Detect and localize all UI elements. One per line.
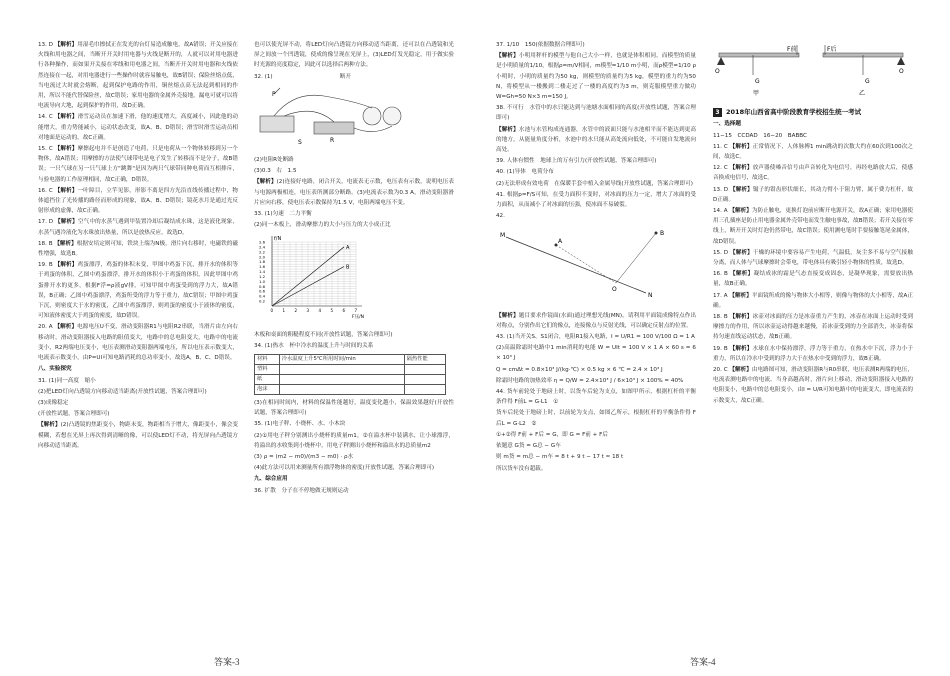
answer-paragraph: (开放性试题，答案合理即可): [38, 411, 110, 418]
section-heading: 一、选择题: [713, 121, 741, 128]
lever-label-o2: O: [899, 68, 904, 75]
x-tick-label: 6: [342, 308, 346, 314]
answer-paragraph: (2)把LED灯向凸透镜方向移动适当距离(开放性试题，答案合理即可): [38, 388, 207, 395]
mirror-label-o: O: [612, 286, 617, 294]
answer-paragraph: (4)此方法可以用来测量所有漂浮物体的密度(开放性试题，答案合理即可): [254, 465, 435, 472]
answer-paragraph: 【解析】(2)凸透镜的焦距变小，物距未变，物距相当于增大，像距变小，像会变模糊，若想在光屏上再次得到清晰的像，可以使LED灯不动，将光屏向凸透镜方向移动适当距离。: [38, 422, 238, 449]
mirror-label-a: A: [558, 238, 563, 246]
analysis-tag: 【解析】: [729, 314, 753, 321]
left-column: [38, 40, 238, 640]
analysis-tag: 【解析】: [729, 271, 754, 278]
lever-caption-front: 甲: [753, 90, 760, 97]
page-number-left: 答案-3: [214, 657, 240, 667]
section-heading: 八、实验探究: [38, 366, 72, 373]
answer-paragraph: 木板和桌面的粗糙程度不同(开放性试题，答案合理即可): [254, 331, 393, 338]
answer-paragraph: (3) ρ = (m2 − m0)/(m3 − m0) · ρ水: [254, 454, 354, 461]
table-row: [255, 365, 446, 375]
circuit-label-p: P: [272, 90, 276, 98]
x-tick-label: 4: [318, 308, 322, 314]
y-tick-label: 0.8: [259, 284, 266, 290]
analysis-tag: 【解析】: [729, 165, 753, 172]
analysis-tag: 【解析】: [729, 292, 752, 299]
circuit-label-s: S: [298, 138, 302, 146]
series-label: B: [346, 265, 350, 272]
answer-paragraph: 42.: [496, 213, 505, 220]
answer-paragraph: 43. (1)当开关S、S1闭合，电阻R1接入电路，I = U/R1 = 100 V/100 Ω = 1 A: [496, 334, 695, 341]
exam-section-header: [713, 107, 913, 117]
mirror-figure: [496, 225, 686, 303]
table-header: 冷水温度上升5℃所用时间/min: [279, 355, 404, 365]
table-cell: [404, 385, 445, 395]
table-cell: [404, 375, 445, 385]
y-tick-label: 2.0: [259, 254, 266, 260]
analysis-tag: 【解析】: [729, 143, 753, 150]
answer-paragraph: (2)高温除霜时电路中1 min消耗的电能 W = UIt = 100 V × 1 A × 60 s = 6 × 10³ J: [496, 345, 696, 362]
answer-paragraph: (2)电阻R处断路: [254, 157, 294, 164]
answer-paragraph: 14. C 【解析】滑雪运动员在加速下滑，他的速度增大，高度减小，因此他的动能增大，重力势能减小，运动状态改变，故A、B、D错误；滑雪时滑雪运动员相对地面是运动的，故C正确。: [38, 114, 238, 141]
answer-paragraph: 则 m货 = m总 − m车 = 8 t + 9 t − 17 t ≈ 18 t: [496, 454, 624, 461]
analysis-tag: 【解析】: [729, 367, 752, 374]
analysis-tag: 【解析】: [496, 312, 519, 319]
answer-paragraph: 14. A 【解析】为防止触电，更换灯泡前应断开电源开关，故A正确；家用电器使用三孔插座是防止用电器金属外壳带电而发生触电事故，故B错误；若开关接在零线上，断开开关时灯泡仍然带电，故C错误；使用测电笔时手要接触笔尾金属体，故D错误。: [713, 208, 913, 245]
answer-paragraph: 【解析】题目要求作镜面(水面)通过理想光线(MN)，请利用平面镜成像特点作出对称点，分别作出它们的像点，连接像点与反射光线，可以确定反射点的位置。: [496, 312, 696, 329]
analysis-tag: 【解析】: [496, 53, 519, 60]
graph-xlabel: F压/N: [352, 315, 364, 321]
x-tick-label: 0: [270, 308, 274, 314]
table-header: 隔热性能: [404, 355, 445, 365]
answer-paragraph: 31. (1)同一高度 缩小: [38, 377, 96, 384]
answer-paragraph: 33. (1)匀速 二力平衡: [254, 211, 312, 218]
answer-paragraph: 16. B 【解析】凝结成冰的霜是气态直接变成固态，是凝华现象，需要放出热量，故B正确。: [713, 271, 913, 288]
lever-caption-back: 乙: [859, 90, 866, 97]
answer-paragraph: 18. B 【解析】冰壶对冰面的压力是冰壶重力产生的，冰壶在冰面上运动时受到摩擦力的作用，所以冰壶运动得越来越慢，若冰壶受到的力全部消失，冰壶将保持匀速直线运动状态，故B正确。: [713, 314, 913, 341]
answer-paragraph: 44. 货车前轮处于地磅上时，以货车后轮为支点，如图甲所示，根据杠杆的平衡条件得 F前L = G·L1 ①: [496, 389, 696, 406]
answer-paragraph: 13. D 【解析】镊子的钳齿形状细长，其动力臂小于阻力臂，属于费力杠杆，故D正确。: [713, 186, 913, 203]
right-column: [254, 40, 454, 640]
answer-paragraph: 13. D 【解析】用湿毛巾擦拭正在发光的台灯易造成触电，故A错误；开关应接在火线和用电器之间，当断开开关时用电器与火线是断开的，人就可以对用电器进行各种操作，而如果开关接在零线和用电器之间，当断开开关时用电器和火线依然连接在一起，对用电器进行一些操作时就容易触电，故B错误；保险丝熔点低，当电流过大时就会熔断，起到保护电路的作用，铜丝熔点高无法起到相同的作用，所以不能代替保险丝，故C错误；家用电器的金属外壳接地，漏电可就可以将电流导向大地，起到保护的作用，故D正确。: [38, 42, 238, 110]
analysis-tag: 【解析】: [54, 187, 78, 194]
analysis-tag: 【解析】: [54, 114, 78, 121]
answer-paragraph: 35. (1)电子秤、小烧杯、水、小木块: [254, 421, 346, 428]
answer-paragraph: 17. A 【解析】平面镜所成的像与物体大小相等，则像与物体的大小相等，故A正确。: [713, 292, 913, 309]
lever-label-g: G: [755, 78, 760, 85]
answer-paragraph: 17. D 【解析】空气中的水蒸气遇到甲装置冷却后凝结成水珠，这是液化现象，水蒸气遇冷液化为水珠放出热量，所以是放热反应，故选D。: [38, 219, 238, 236]
lever-label-o: O: [715, 68, 720, 75]
answer-paragraph: 【解析】水池与水管构成连通器，水管中的液面只能与水池相平而不能达到更高的地方，从能量角度分析，水池中的水只能从高处流向低处，不可能自发地流向高处。: [496, 126, 696, 154]
table-cell: [279, 375, 404, 385]
analysis-tag: 【解析】: [54, 240, 77, 247]
analysis-tag: 【解析】: [496, 126, 519, 133]
table-header: 材料: [255, 355, 280, 365]
mirror-label-b: B: [660, 230, 665, 238]
analysis-tag: 【解析】: [729, 208, 752, 215]
mirror-label-n: N: [648, 292, 653, 300]
exam-section-title: 2018年山西省高中阶段教育学校招生统一考试: [726, 108, 862, 117]
circuit-label-r: R: [330, 136, 335, 144]
answer-paragraph: 11−15 CCDAD 16−20 BABBC: [713, 132, 807, 139]
answer-paragraph: 36. 扩散 分子在不停地做无规则运动: [254, 487, 349, 494]
answer-paragraph: ①+②得 F前 + F后 = G，即 G = F前 + F后: [496, 431, 608, 438]
circuit-figure: [254, 86, 404, 148]
answer-paragraph: 所以货车没有超载。: [496, 465, 547, 472]
answer-paragraph: 41. 根据p=F/S可知，在受力面积不变时，对冰面的压力一定，增大了冰面的受力面积，从而减小了对冰面的压强，使冰面不易破裂。: [496, 191, 696, 209]
friction-graph: [254, 234, 374, 322]
y-tick-label: 1.4: [259, 269, 266, 275]
lever-label-back: F后: [827, 46, 837, 53]
answer-paragraph: 20. A 【解析】电源电压U不变，滑动变阻器R1与电阻R2串联，当滑片由左向右移动时，滑动变阻器接入电路的阻值变大，电路中的总电阻变大，电路中的电流变小，R2两端电压变小，电压表测滑动变阻器两端电压，所以电压表示数变大，电流表示数变小，由P=UI可知电路消耗的总功率变小，故选A，B、C、D错误。: [38, 324, 238, 362]
table-row: [255, 385, 446, 395]
answer-paragraph: 【解析】小明用秤杆的模型与他自己大小一样，也就是体积相同，而模型的质量是小明质量的1/10，根据ρ=m/V相同，m模型=1/10 m小明，而ρ模型=1/10 ρ小明时，小明的质量约为50 kg，则模型的质量约为5 kg，模型的重力约为50 N，将模型从一楼搬到二楼走过了一楼的高度约为3 m，则克服模型重力做功W=Gh=50 N×3 m=150 J。: [496, 53, 696, 101]
answer-paragraph: 40. (1)导体 电荷分布: [496, 169, 554, 176]
y-tick-label: 2.2: [259, 249, 266, 255]
series-label: A: [346, 245, 350, 252]
table-cell: [279, 385, 404, 395]
y-tick-label: 1.2: [259, 274, 266, 280]
answer-paragraph: 15. C 【解析】摩擦起电并不是创造了电荷，只是电荷从一个物体转移到另一个物体，故A错误；用摩擦的方法使气球带电是电子发生了转移而不是分子，故B错误；一只气球在另一只气球上方"跳舞"是因为两只气球带同种电荷而互相排斥，与验电器的工作原理相同，故C正确，D错误。: [38, 146, 238, 183]
analysis-tag: 【解析】: [730, 249, 753, 256]
x-tick-label: 1: [282, 308, 286, 314]
right-page: [475, 40, 950, 640]
answer-paragraph: 38. 不可行 水管中的水只能达到与池塘水面相同的高度(开放性试题，答案合理即可): [496, 105, 696, 122]
left-page: [0, 40, 475, 640]
analysis-tag: 【解析】: [54, 42, 78, 48]
analysis-tag: 【解析】: [730, 186, 753, 193]
y-tick-label: 0.2: [259, 299, 266, 305]
insulation-table: [254, 354, 446, 395]
table-cell: 泡沫: [255, 385, 280, 395]
left-column: [496, 40, 696, 640]
table-row: [255, 375, 446, 385]
mirror-label-m: M: [500, 232, 506, 240]
answer-paragraph: 也可以使光屏不动，将LED灯向凸透镜方向移动适当距离，还可以在凸透镜和光屏之间放一个凹透镜，使成的像呈现在光屏上，(3)LED灯发光稳定，用于做实验时光源的亮度稳定，因此可以选择后两种方法。: [254, 42, 454, 69]
lever-figure: [713, 43, 913, 97]
answer-paragraph: 11. C 【解析】正常情况下，人体脉搏1 min跳动的次数大约在60次到100次之间，故选C。: [713, 143, 913, 161]
answer-paragraph: (2)同一木板上，滑动摩擦力的大小与压力的大小成正比: [254, 222, 391, 229]
y-tick-label: 0.6: [259, 289, 266, 295]
y-tick-label: 1.6: [259, 264, 266, 270]
analysis-tag: 【解析】: [729, 345, 753, 352]
table-cell: 塑料: [255, 365, 280, 375]
answer-paragraph: Q = cmΔt = 0.8×10³ J/(kg·℃) × 0.5 kg × 6 ℃ = 2.4 × 10³ J: [496, 366, 663, 373]
answer-paragraph: 15. D 【解析】干燥的环境中要容易产生电荷，气温低，灰尘多不易与空气接触分离，而人体与气球摩擦时会带电，带电体具有吸引轻小物体的性质，故选D。: [713, 249, 913, 267]
answer-paragraph: 19. B 【解析】水球在水中保持漂浮，浮力等于重力，在热水中下沉，浮力小于重力，所以在冷水中受到的浮力大于在热水中受到的浮力，故B正确。: [713, 345, 913, 362]
answer-paragraph: 37. 1/10 150(依据数据合理即可): [496, 42, 585, 48]
section-heading: 九、综合应用: [254, 476, 288, 483]
answer-paragraph: 16. C 【解析】一叶障目，立竿见影，形影不离是四方光沿直线传播过程中，物体遮挡住了光传播的路径而形成的现象，故A、B、D错误；镜花水月是通过光反射形成的虚像，故C正确。: [38, 187, 238, 215]
answer-paragraph: 20. C 【解析】由电路图可知，滑动变阻器R与R0串联，电压表测R两端的电压，电流表测电路中的电流。当身高越高时，滑片向上移动，滑动变阻器接入电路的电阻变小，电路中的总电阻变小，由I = U/R可知电路中的电流变大，即电流表的示数变大，故C正确。: [713, 367, 913, 404]
y-tick-label: 1.0: [259, 279, 266, 285]
page-number-right: 答案-4: [690, 657, 716, 667]
answer-paragraph: 除霜时电路的加热效率 η = Q/W = 2.4×10³ J / 6×10³ J × 100% = 40%: [496, 377, 684, 384]
answer-paragraph: 货车后轮处于地磅上时，以前轮为支点，如图乙所示，根据杠杆的平衡条件得 F后L = G·L2 ②: [496, 410, 696, 427]
x-tick-label: 5: [330, 308, 334, 314]
x-tick-label: 7: [354, 308, 358, 314]
y-tick-label: 2.6: [259, 239, 266, 245]
y-tick-label: 0.4: [259, 294, 266, 300]
analysis-tag: 【解析】: [54, 262, 78, 269]
answer-paragraph: (3)在相同时间内，材料的保温性能越好，温度变化越小，保温效果越好(开放性试题，答案合理即可): [254, 400, 454, 417]
answer-paragraph: 【解析】(2)连接好电路，闭合开关，电流表无示数，电压表有示数，说明电压表与电源两极相连，电压表所测部分断路。(3)电流表示数为0.3 A，滑动变阻器滑片应向右移，使电压表示数保持为1.5 V，电阻两端电压不变。: [254, 179, 454, 206]
answer-paragraph: 依题意 G货 = G总 − G车: [496, 443, 561, 450]
x-tick-label: 2: [294, 308, 298, 314]
answer-paragraph: 39. 人体有惯性 地球上的万有引力(开放性试题，答案合理即可): [496, 158, 657, 165]
y-tick-label: 1.8: [259, 259, 266, 265]
lever-label-front: F前: [787, 46, 797, 53]
table-cell: [279, 365, 404, 375]
answer-paragraph: 19. B 【解析】鸡蛋漂浮，鸡蛋的体积未变，甲图中鸡蛋下沉，排开水的体积等于鸡蛋的体积，乙图中鸡蛋漂浮，排开水的体积小于鸡蛋的体积，因此甲图中鸡蛋排开水的更多，根据F浮=ρ液gV排，可知甲图中鸡蛋受到的浮力大，故A错误，B正确；乙图中鸡蛋漂浮，鸡蛋所受的浮力等于重力，故C错误；甲图中鸡蛋下沉，则密度大于水的密度，乙图中鸡蛋漂浮，则鸡蛋的密度小于液体的密度，可知液体密度大于鸡蛋的密度，故D错误。: [38, 262, 238, 320]
answer-paragraph: (3)成像稳定: [38, 399, 69, 406]
answer-paragraph: 12. C 【解析】放声器使嗓音信号由声音转化为电信号，再经电路放大后，使感音换成电信号，故选C。: [713, 165, 913, 182]
y-tick-label: 2.4: [259, 244, 266, 250]
answer-paragraph: (3)0.3 右 1.5: [254, 168, 297, 175]
x-tick-label: 3: [306, 308, 310, 314]
answer-paragraph: (2)①用电子秤分别测出小烧杯的质量m1，②在溢水杯中装满水，让小球漂浮，将溢出的水收集到小烧杯中，用电子秤测出小烧杯和溢出水的总质量m2: [254, 432, 454, 449]
answer-paragraph: 34. (1)热水 杯中冷水的温度上升与时间的关系: [254, 342, 374, 349]
graph-title: f/N: [274, 236, 282, 243]
analysis-tag: 【解析】: [54, 324, 78, 331]
analysis-tag: 【解析】: [54, 146, 78, 153]
right-column: [713, 40, 913, 640]
table-cell: 纸: [255, 375, 280, 385]
analysis-tag: 【解析】: [38, 422, 61, 429]
analysis-tag: 【解析】: [254, 179, 277, 186]
section-number-badge: 3: [713, 108, 722, 117]
answer-paragraph: (2)无法形成有效电荷 在保暖手套中植入金属导线(开放性试题，答案合理即可): [496, 180, 693, 187]
answer-paragraph: 18. B 【解析】根据安培定则可知，铁块上端为N极，滑片向右移时，电磁铁的磁性增强，故选B。: [38, 240, 238, 258]
answer-paragraph: 32. (1) 断开: [254, 73, 351, 80]
table-cell: [404, 365, 445, 375]
lever-label-g2: G: [865, 78, 870, 85]
analysis-tag: 【解析】: [55, 219, 78, 226]
